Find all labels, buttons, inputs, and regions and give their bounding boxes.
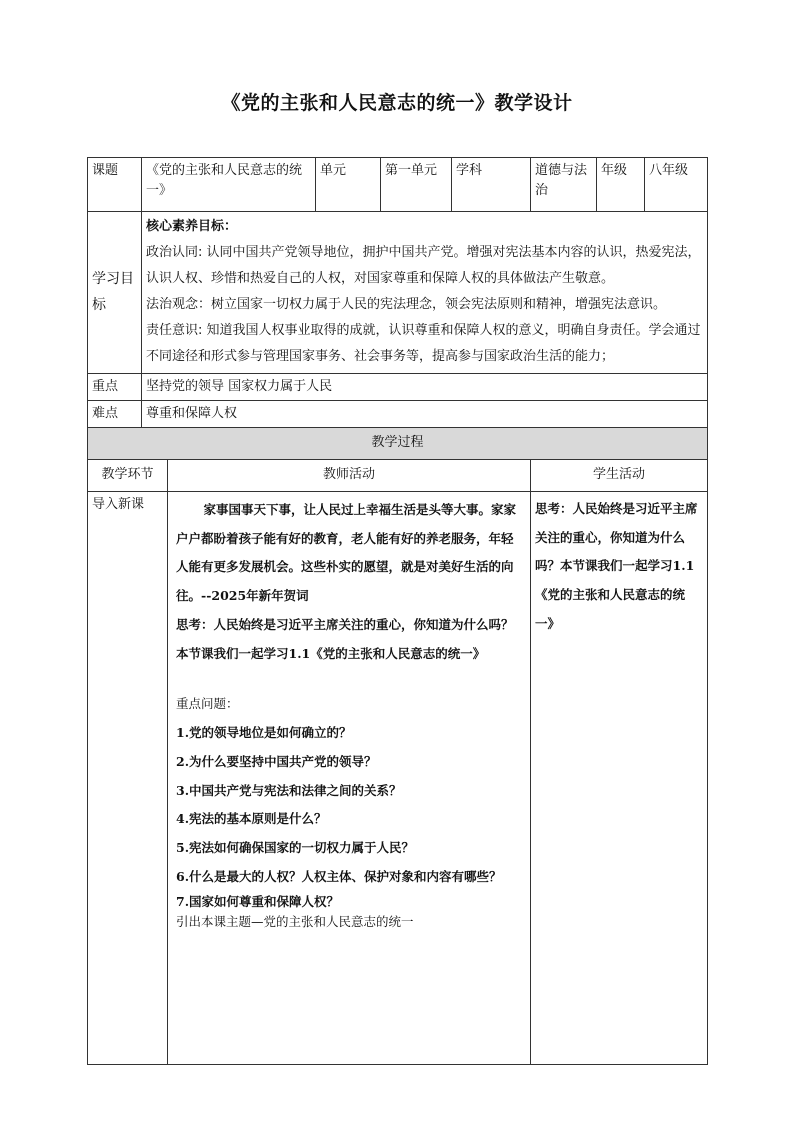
subject-value: 道德与法治 xyxy=(531,158,597,212)
intro-row xyxy=(88,491,708,1064)
unit-value: 第一单元 xyxy=(381,158,452,212)
grade-value: 八年级 xyxy=(645,158,708,212)
key-point-row xyxy=(88,373,708,400)
goal-legal: 法治观念：树立国家一切权力属于人民的宪法理念，领会宪法原则和精神，增强宪法意识。 xyxy=(146,296,667,312)
unit-label: 单元 xyxy=(316,158,381,212)
topic-value: 《党的主张和人民意志的统一》 xyxy=(142,158,316,212)
question-item: 1.党的领导地位是如何确立的？ xyxy=(176,725,352,741)
question-item: 2.为什么要坚持中国共产党的领导？ xyxy=(176,753,377,769)
goals-label: 学习目标 xyxy=(88,212,142,374)
info-row xyxy=(88,158,708,212)
question-item: 6.什么是最大的人权？人权主体、保护对象和内容有哪些？ xyxy=(176,868,502,884)
lesson-plan-table xyxy=(87,157,708,1065)
question-item: 5.宪法如何确保国家的一切权力属于人民？ xyxy=(176,840,415,856)
key-point-value: 坚持党的领导 国家权力属于人民 xyxy=(142,373,708,400)
teacher-think-text: 思考：人民始终是习近平主席关注的重心，你知道为什么吗？本节课我们一起学习1.1《党的主张和人民意志的统一》 xyxy=(176,616,514,661)
key-point-label: 重点 xyxy=(88,373,142,400)
question-item: 7.国家如何尊重和保障人权？ xyxy=(176,893,340,909)
teacher-column-header: 教师活动 xyxy=(168,459,531,491)
topic-label: 课题 xyxy=(88,158,142,212)
teacher-activity xyxy=(168,491,531,1064)
student-activity xyxy=(531,491,708,1064)
goal-political: 政治认同: 认同中国共产党领导地位，拥护中国共产党。增强对宪法基本内容的认识，热爱宪法，认识人权、珍惜和热爱自己的人权，对国家尊重和保障人权的具体做法产生敬意。 xyxy=(146,244,701,286)
question-item: 4.宪法的基本原则是什么？ xyxy=(176,811,327,827)
goals-content xyxy=(142,212,708,374)
stage-name: 导入新课 xyxy=(88,491,168,1064)
difficulty-value: 尊重和保障人权 xyxy=(142,400,708,427)
teacher-intro-text: 家事国事天下事，让人民过上幸福生活是头等大事。家家户户都盼着孩子能有好的教育，老人能有好的养老服务，年轻人能有更多发展机会。这些朴实的愿望，就是对美好生活的向往。--2025年新年贺词 xyxy=(176,501,517,604)
document-title: 《党的主张和人民意志的统一》教学设计 xyxy=(221,92,573,114)
key-questions-title: 重点问题： xyxy=(176,696,239,712)
question-item: 3.中国共产党与宪法和法律之间的关系？ xyxy=(176,782,402,798)
teacher-outro-text: 引出本课主题—党的主张和人民意志的统一 xyxy=(176,913,414,929)
subject-label: 学科 xyxy=(452,158,531,212)
process-header-row xyxy=(88,427,708,459)
process-columns-row xyxy=(88,459,708,491)
process-header: 教学过程 xyxy=(88,427,708,459)
goals-heading: 核心素养目标： xyxy=(146,219,238,234)
student-column-header: 学生活动 xyxy=(531,459,708,491)
grade-label: 年级 xyxy=(597,158,645,212)
goals-row xyxy=(88,212,708,374)
spacer xyxy=(176,668,522,690)
difficulty-label: 难点 xyxy=(88,400,142,427)
student-activity-text: 思考：人民始终是习近平主席关注的重心，你知道为什么吗？本节课我们一起学习1.1《党的主张和人民意志的统一》 xyxy=(535,500,698,631)
difficulty-row xyxy=(88,400,708,427)
stage-column-header: 教学环节 xyxy=(88,459,168,491)
goal-responsibility: 责任意识: 知道我国人权事业取得的成就，认识尊重和保障人权的意义，明确自身责任。学会通过不同途径和形式参与管理国家事务、社会事务等，提高参与国家政治生活的能力； xyxy=(146,322,701,364)
